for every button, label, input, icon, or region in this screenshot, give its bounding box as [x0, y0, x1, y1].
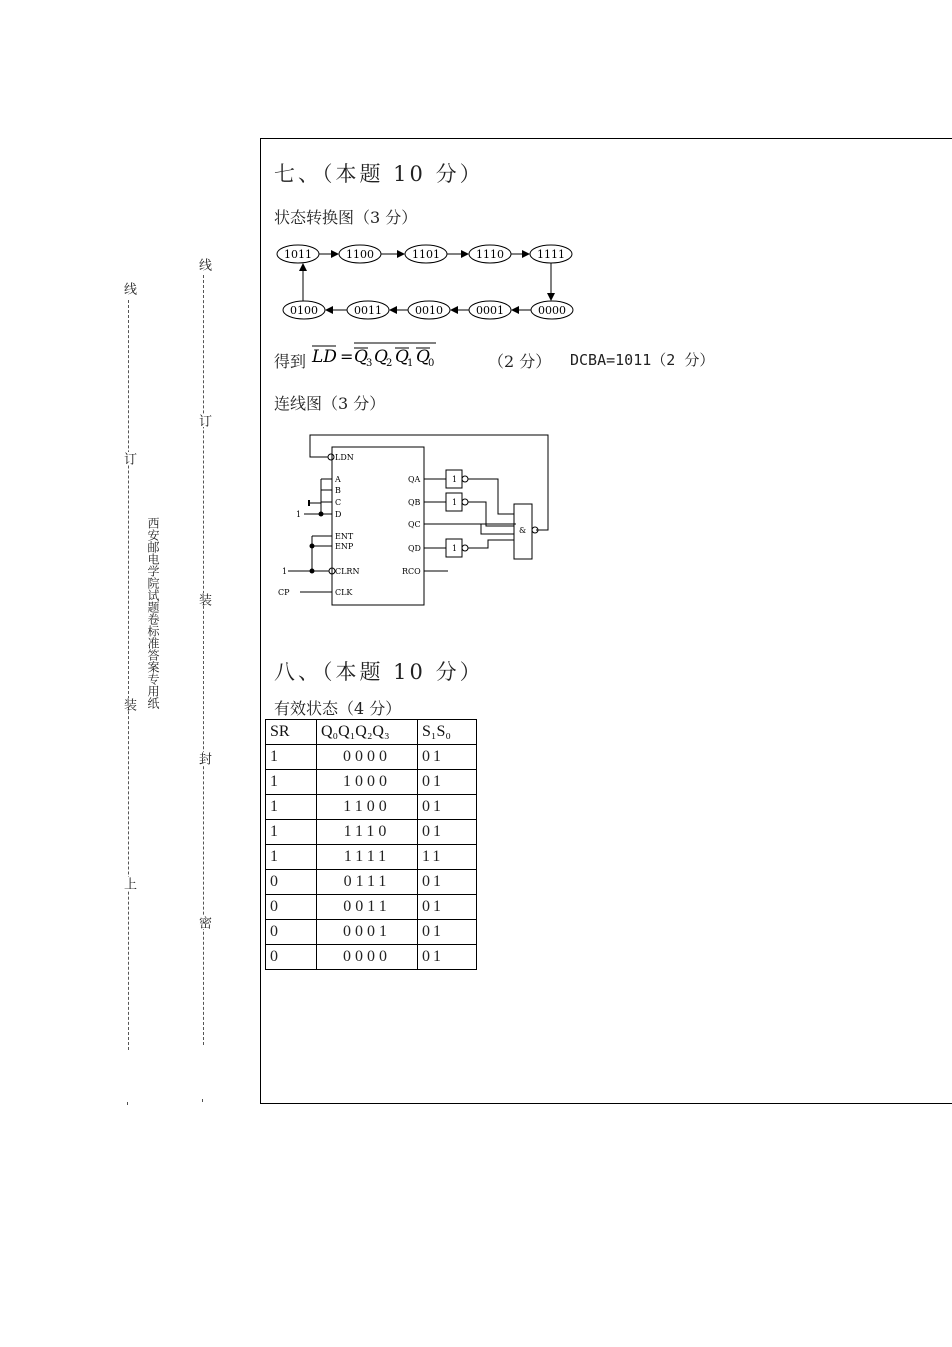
pin-clrn: CLRN	[335, 567, 360, 576]
outer-label-zhuang: 装	[121, 698, 136, 711]
outer-tick: '	[126, 1100, 130, 1113]
svg-text:0: 0	[428, 358, 435, 369]
cell-q: 0000	[317, 745, 418, 770]
wiring-title: 连线图（3 分）	[274, 394, 386, 413]
cell-q: 0001	[317, 920, 418, 945]
not-gate-label: 1	[452, 498, 458, 507]
inner-label-ding: 订	[196, 414, 211, 427]
state-label: 1011	[284, 248, 312, 261]
svg-text:2: 2	[386, 358, 393, 369]
cell-q: 1111	[317, 845, 418, 870]
cell-q: 1100	[317, 795, 418, 820]
inner-label-line: 线	[196, 258, 211, 271]
cell-s: 01	[418, 920, 477, 945]
not-gate-label: 1	[452, 475, 458, 484]
pin-ldn: LDN	[335, 453, 354, 462]
table-row	[266, 820, 477, 845]
cell-sr: 0	[266, 945, 317, 970]
pin-qc: QC	[408, 520, 421, 529]
ldn-bubble	[328, 454, 334, 460]
table-row	[266, 870, 477, 895]
cell-s: 01	[418, 820, 477, 845]
pin-d: D	[335, 510, 342, 519]
state-label: 0000	[538, 304, 566, 317]
state-diagram-title: 状态转换图（3 分）	[274, 208, 418, 227]
svg-text:Q: Q	[416, 347, 430, 367]
wiring-diagram	[276, 430, 556, 610]
cell-s: 01	[418, 795, 477, 820]
state-label: 1101	[412, 248, 440, 261]
pin-rco: RCO	[402, 567, 421, 576]
svg-text:=: =	[340, 347, 354, 366]
section8-heading: 八、（本题 10 分）	[274, 660, 484, 684]
const-one-d: 1	[296, 510, 302, 519]
cell-s: 01	[418, 945, 477, 970]
state-label: 0011	[354, 304, 382, 317]
outer-label-ding: 订	[121, 452, 136, 465]
cell-sr: 1	[266, 795, 317, 820]
header-q: Q₀Q₁Q₂Q₃	[317, 720, 418, 745]
state-label: 0010	[415, 304, 443, 317]
pin-enp: ENP	[335, 542, 354, 551]
pin-qd: QD	[408, 544, 421, 553]
result-points: （2 分）	[488, 352, 552, 371]
section7-heading: 七、（本题 10 分）	[274, 162, 484, 186]
pin-qb: QB	[408, 498, 421, 507]
cell-s: 11	[418, 845, 477, 870]
pin-c: C	[335, 498, 342, 507]
cell-q: 0111	[317, 870, 418, 895]
cell-q: 0011	[317, 895, 418, 920]
outer-binding-line	[128, 300, 129, 1050]
table-row	[266, 920, 477, 945]
cell-sr: 1	[266, 845, 317, 870]
cell-sr: 0	[266, 920, 317, 945]
pin-qa: QA	[408, 475, 421, 484]
table-row	[266, 745, 477, 770]
table-row	[266, 845, 477, 870]
state-label: 0001	[476, 304, 504, 317]
cell-s: 01	[418, 745, 477, 770]
inner-label-mi: 密	[196, 916, 211, 929]
svg-text:3: 3	[366, 358, 373, 369]
state-label: 0100	[290, 304, 318, 317]
inner-tick: '	[201, 1097, 205, 1110]
cell-s: 01	[418, 895, 477, 920]
pin-clk: CLK	[335, 588, 353, 597]
ldn-feedback-wire	[310, 435, 548, 530]
not-gate-label: 1	[452, 544, 458, 553]
header-sr: SR	[266, 720, 317, 745]
cell-q: 1000	[317, 770, 418, 795]
cell-sr: 1	[266, 770, 317, 795]
school-paper-title: 西安邮电学院试题卷标准答案专用纸	[146, 517, 160, 709]
state-label: 1110	[476, 248, 504, 261]
svg-text:LD: LD	[312, 347, 337, 367]
cell-q: 0000	[317, 945, 418, 970]
inner-label-feng: 封	[196, 752, 211, 765]
outer-label-shang: 上	[121, 877, 136, 890]
cell-sr: 1	[266, 745, 317, 770]
pin-ent: ENT	[335, 532, 354, 541]
svg-text:Q: Q	[374, 347, 388, 367]
table-row	[266, 770, 477, 795]
pin-a: A	[335, 475, 341, 484]
cell-sr: 0	[266, 870, 317, 895]
pin-b: B	[335, 486, 341, 495]
cell-q: 1110	[317, 820, 418, 845]
valid-states-table	[265, 719, 477, 970]
result-prefix: 得到	[274, 352, 307, 371]
inner-label-zhuang: 装	[196, 593, 211, 606]
state-label: 1100	[346, 248, 374, 261]
table-row	[266, 795, 477, 820]
cell-sr: 1	[266, 820, 317, 845]
inner-binding-line	[203, 275, 204, 1045]
table-row	[266, 945, 477, 970]
svg-text:Q: Q	[395, 347, 409, 367]
table-header-row	[266, 720, 477, 745]
table-title: 有效状态（4 分）	[274, 699, 402, 718]
table-row	[266, 895, 477, 920]
state-label: 1111	[537, 248, 565, 261]
svg-text:Q: Q	[354, 347, 368, 367]
const-one-clrn: 1	[282, 567, 288, 576]
ld-equation	[310, 338, 460, 374]
svg-text:1: 1	[407, 358, 414, 369]
header-s: S₁S₀	[418, 720, 477, 745]
state-transition-diagram	[270, 238, 590, 328]
cell-s: 01	[418, 770, 477, 795]
outer-label-line: 线	[121, 282, 136, 295]
cell-sr: 0	[266, 895, 317, 920]
result-dcba: DCBA=1011（2 分）	[570, 351, 715, 369]
cp-input-label: CP	[278, 588, 290, 597]
and-gate-label: &	[519, 526, 527, 535]
cell-s: 01	[418, 870, 477, 895]
